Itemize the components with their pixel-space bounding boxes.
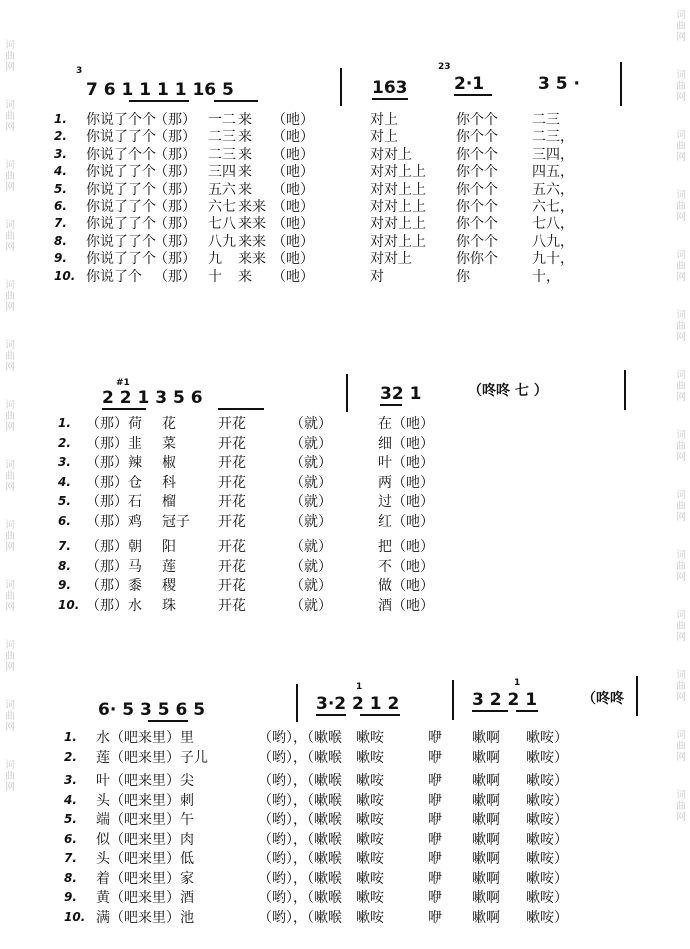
s1-row-2-n: 2. bbox=[54, 129, 67, 144]
s2-row-6-b: 冠子 bbox=[162, 513, 190, 530]
s1-row-10-d: 来 bbox=[238, 268, 252, 285]
s3-row-3-a: 叶（吧来里）尖 bbox=[96, 773, 194, 789]
s2-row-9-c: 开花 bbox=[218, 578, 246, 594]
s2-row-7-e: 把（吔） bbox=[378, 539, 434, 555]
s2-row-5-a: （那）石 bbox=[86, 494, 142, 510]
s2-row-1-b: 花 bbox=[162, 416, 176, 432]
s1-row-7-b: （那） bbox=[154, 216, 196, 233]
s1-notation-right-3: 3 5 · bbox=[538, 74, 580, 94]
s3-row-1-f: 嗽啊 bbox=[472, 730, 500, 746]
s2-row-10-a: （那）水 bbox=[86, 597, 142, 614]
s3-row-8-f: 嗽啊 bbox=[472, 870, 500, 887]
s2-row-8-c: 开花 bbox=[218, 558, 246, 575]
s3-row-2-a: 莲（吧来里）子儿 bbox=[96, 749, 208, 766]
s2-row-4-d: （就） bbox=[290, 474, 332, 491]
s3-row-8-d: 嗽咹 bbox=[356, 870, 384, 887]
s2-row-4-c: 开花 bbox=[218, 474, 246, 491]
s3-row-2-g: 嗽咹） bbox=[526, 749, 568, 766]
watermark-right-13: 词曲网 bbox=[676, 730, 686, 763]
s1-row-5-n: 5. bbox=[54, 181, 67, 196]
s3-row-8-a: 着（吧来里）家 bbox=[96, 870, 194, 887]
s1-row-2-g: 你个个 bbox=[456, 129, 498, 146]
s3-barline-1 bbox=[296, 684, 298, 722]
s2-row-4-a: （那）仓 bbox=[86, 474, 142, 491]
s3-grace-1: 1 bbox=[356, 682, 363, 692]
s3-row-6-g: 嗽咹） bbox=[526, 831, 568, 848]
s3-row-5-c: （嗽喉 bbox=[300, 812, 342, 828]
s1-row-5-c: 五六 bbox=[208, 181, 236, 198]
s1-row-4-g: 你个个 bbox=[456, 164, 498, 181]
s2-row-9-d: （就） bbox=[290, 578, 332, 594]
s1-row-4-a: 你说了了个 bbox=[86, 164, 156, 181]
s3-row-4-e: 咿 bbox=[428, 792, 442, 809]
s3-row-7-b: （哟）， bbox=[258, 851, 307, 867]
s1-row-8-n: 8. bbox=[54, 233, 67, 248]
s2-row-6-n: 6. bbox=[58, 513, 71, 528]
s1-row-5-b: （那） bbox=[154, 181, 196, 198]
s3-row-1-g: 嗽咹） bbox=[526, 730, 568, 746]
s1-row-4-f: 对对上上 bbox=[370, 164, 426, 181]
s2-row-1-c: 开花 bbox=[218, 416, 246, 432]
s1-row-3-d: 来 bbox=[238, 146, 252, 163]
s3-grace-2: 1 bbox=[514, 678, 521, 688]
s1-row-2-e: （吔） bbox=[272, 129, 314, 146]
s1-row-1-c: 一二 bbox=[208, 112, 236, 128]
s3-row-10-b: （哟）， bbox=[258, 909, 307, 926]
s1-notation-right-2: 2·1 bbox=[454, 74, 485, 94]
s1-row-5-a: 你说了了个 bbox=[86, 181, 156, 198]
s3-row-5-f: 嗽啊 bbox=[472, 812, 500, 828]
s2-row-6-c: 开花 bbox=[218, 513, 246, 530]
s2-row-4-e: 两（吔） bbox=[378, 474, 434, 491]
s1-row-8-h: 八九， bbox=[532, 233, 574, 250]
s2-row-5-b: 榴 bbox=[162, 494, 176, 510]
s1-row-4-d: 来 bbox=[238, 164, 252, 181]
s1-row-6-e: （吔） bbox=[272, 199, 314, 215]
s1-row-5-h: 五六， bbox=[532, 181, 574, 198]
s1-row-9-f: 对对上 bbox=[370, 251, 412, 268]
s3-row-4-c: （嗽喉 bbox=[300, 792, 342, 809]
watermark-right-11: 词曲网 bbox=[676, 610, 686, 643]
s1-row-6-g: 你个个 bbox=[456, 199, 498, 215]
s3-row-4-b: （哟）， bbox=[258, 792, 307, 809]
s3-row-5-a: 端（吧来里）午 bbox=[96, 812, 194, 828]
s2-row-4-n: 4. bbox=[58, 474, 71, 489]
s2-row-10-d: （就） bbox=[290, 597, 332, 614]
s2-row-3-n: 3. bbox=[58, 455, 71, 469]
s3-row-3-f: 嗽啊 bbox=[472, 773, 500, 789]
watermark-right-9: 词曲网 bbox=[676, 490, 686, 523]
s1-row-3-c: 二三 bbox=[208, 146, 236, 163]
s1-row-10-n: 10. bbox=[54, 268, 76, 283]
s1-row-10-c: 十 bbox=[208, 268, 222, 285]
s2-row-5-n: 5. bbox=[58, 494, 71, 508]
s1-row-9-n: 9. bbox=[54, 251, 67, 266]
s1-row-4-n: 4. bbox=[54, 164, 67, 179]
s3-row-10-d: 嗽咹 bbox=[356, 909, 384, 926]
s3-row-9-n: 9. bbox=[64, 890, 77, 904]
s3-row-2-c: （嗽喉 bbox=[300, 749, 342, 766]
s2-row-9-e: 做（吔） bbox=[378, 578, 434, 594]
s1-row-8-g: 你个个 bbox=[456, 233, 498, 250]
s3-underline-3 bbox=[360, 714, 400, 716]
s1-row-9-a: 你说了了个 bbox=[86, 251, 156, 268]
watermark-right-10: 词曲网 bbox=[676, 550, 686, 583]
s3-row-9-g: 嗽咹） bbox=[526, 890, 568, 906]
s2-row-9-n: 9. bbox=[58, 578, 71, 592]
s1-row-1-g: 你个个 bbox=[456, 112, 498, 128]
s3-row-4-f: 嗽啊 bbox=[472, 792, 500, 809]
s1-row-10-g: 你 bbox=[456, 268, 470, 285]
s3-row-2-b: （哟）， bbox=[258, 749, 307, 766]
s3-row-9-a: 黄（吧来里）酒 bbox=[96, 890, 194, 906]
s1-row-5-g: 你个个 bbox=[456, 181, 498, 198]
s3-row-3-e: 咿 bbox=[428, 773, 442, 789]
s3-notation: 6· 5 3 5 6 5 bbox=[98, 700, 206, 720]
s2-row-7-n: 7. bbox=[58, 539, 71, 553]
s1-row-7-a: 你说了了个 bbox=[86, 216, 156, 233]
s3-row-1-d: 嗽咹 bbox=[356, 730, 384, 746]
watermark-left-8: 词曲网 bbox=[5, 460, 15, 493]
s3-notation-right-2: 3 2 2 1 bbox=[472, 690, 538, 710]
s3-underline-1 bbox=[148, 720, 188, 722]
s1-row-9-e: （吔） bbox=[272, 251, 314, 268]
s2-row-10-e: 酒（吔） bbox=[378, 597, 434, 614]
s3-row-7-a: 头（吧来里）低 bbox=[96, 851, 194, 867]
s1-row-7-n: 7. bbox=[54, 216, 67, 231]
s1-row-4-e: （吔） bbox=[272, 164, 314, 181]
watermark-left-10: 词曲网 bbox=[5, 580, 15, 613]
s2-row-3-b: 椒 bbox=[162, 455, 176, 471]
watermark-left-4: 词曲网 bbox=[5, 220, 15, 253]
s2-pending: （咚咚 七 ） bbox=[468, 383, 548, 399]
s1-row-8-b: （那） bbox=[154, 233, 196, 250]
s2-row-10-n: 10. bbox=[58, 597, 80, 612]
s1-row-3-e: （吔） bbox=[272, 146, 314, 163]
s3-row-2-d: 嗽咹 bbox=[356, 749, 384, 766]
s2-grace: #1 bbox=[116, 378, 130, 388]
s1-row-6-c: 六七 bbox=[208, 199, 236, 215]
s2-row-4-b: 科 bbox=[162, 474, 176, 491]
s1-row-4-h: 四五， bbox=[532, 164, 574, 181]
watermark-left-12: 词曲网 bbox=[5, 700, 15, 733]
s1-row-8-f: 对对上上 bbox=[370, 233, 426, 250]
s1-row-2-b: （那） bbox=[154, 129, 196, 146]
s1-row-1-b: （那） bbox=[154, 112, 196, 128]
s1-row-6-a: 你说了了个 bbox=[86, 199, 156, 215]
s1-row-7-g: 你个个 bbox=[456, 216, 498, 233]
s3-row-9-c: （嗽喉 bbox=[300, 890, 342, 906]
s2-row-3-e: 叶（吔） bbox=[378, 455, 434, 471]
s1-row-7-e: （吔） bbox=[272, 216, 314, 233]
s1-notation-right: 163 bbox=[372, 78, 408, 98]
s2-row-8-d: （就） bbox=[290, 558, 332, 575]
s3-row-6-e: 咿 bbox=[428, 831, 442, 848]
s3-row-1-n: 1. bbox=[64, 730, 77, 744]
watermark-right-7: 词曲网 bbox=[676, 370, 686, 403]
s3-row-6-n: 6. bbox=[64, 831, 77, 846]
watermark-right-3: 词曲网 bbox=[676, 130, 686, 163]
s2-row-2-d: （就） bbox=[290, 435, 332, 452]
s1-row-7-d: 来来 bbox=[238, 216, 266, 233]
s3-row-7-c: （嗽喉 bbox=[300, 851, 342, 867]
s3-row-5-g: 嗽咹） bbox=[526, 812, 568, 828]
s1-row-10-f: 对 bbox=[370, 268, 384, 285]
s1-row-8-d: 来来 bbox=[238, 233, 266, 250]
s1-row-9-h: 九十， bbox=[532, 251, 574, 268]
s1-row-3-h: 三四， bbox=[532, 146, 574, 163]
s2-row-8-n: 8. bbox=[58, 558, 71, 573]
s3-underline-5 bbox=[516, 710, 538, 712]
s1-row-1-d: 来 bbox=[238, 112, 252, 128]
watermark-right-2: 词曲网 bbox=[676, 70, 686, 103]
s2-row-10-b: 珠 bbox=[162, 597, 176, 614]
s2-row-7-b: 阳 bbox=[162, 539, 176, 555]
s2-row-8-b: 莲 bbox=[162, 558, 176, 575]
s3-row-1-b: （哟）， bbox=[258, 730, 307, 746]
s1-row-5-f: 对对上上 bbox=[370, 181, 426, 198]
s3-row-6-f: 嗽啊 bbox=[472, 831, 500, 848]
s1-row-4-c: 三四 bbox=[208, 164, 236, 181]
watermark-left-7: 词曲网 bbox=[5, 400, 15, 433]
s1-row-5-e: （吔） bbox=[272, 181, 314, 198]
watermark-right-6: 词曲网 bbox=[676, 310, 686, 343]
s2-row-6-a: （那）鸡 bbox=[86, 513, 142, 530]
s2-row-8-e: 不（吔） bbox=[378, 558, 434, 575]
s3-row-7-f: 嗽啊 bbox=[472, 851, 500, 867]
s3-row-5-n: 5. bbox=[64, 812, 77, 826]
watermark-right-12: 词曲网 bbox=[676, 670, 686, 703]
s2-row-1-n: 1. bbox=[58, 416, 71, 430]
s3-row-9-d: 嗽咹 bbox=[356, 890, 384, 906]
watermark-left-13: 词曲网 bbox=[5, 760, 15, 793]
s2-row-9-b: 稷 bbox=[162, 578, 176, 594]
s3-row-8-b: （哟）， bbox=[258, 870, 307, 887]
s2-row-7-d: （就） bbox=[290, 539, 332, 555]
s1-row-7-f: 对对上上 bbox=[370, 216, 426, 233]
s3-row-9-e: 咿 bbox=[428, 890, 442, 906]
s3-row-7-n: 7. bbox=[64, 851, 77, 865]
s1-row-10-b: （那） bbox=[154, 268, 196, 285]
s1-row-9-b: （那） bbox=[154, 251, 196, 268]
s1-row-2-c: 二三 bbox=[208, 129, 236, 146]
watermark-left-9: 词曲网 bbox=[5, 520, 15, 553]
s3-row-6-b: （哟）， bbox=[258, 831, 307, 848]
s3-row-8-n: 8. bbox=[64, 870, 77, 885]
s3-row-2-n: 2. bbox=[64, 749, 77, 764]
s1-row-3-b: （那） bbox=[154, 146, 196, 163]
s1-row-9-g: 你你个 bbox=[456, 251, 498, 268]
s3-row-10-n: 10. bbox=[64, 909, 86, 924]
s3-row-3-b: （哟）， bbox=[258, 773, 307, 789]
s2-notation: 2 2 1 3 5 6 bbox=[102, 388, 203, 408]
s1-row-3-n: 3. bbox=[54, 146, 67, 161]
watermark-left-2: 词曲网 bbox=[5, 100, 15, 133]
s3-row-10-e: 咿 bbox=[428, 909, 442, 926]
s2-row-1-d: （就） bbox=[290, 416, 332, 432]
s1-row-2-a: 你说了了个 bbox=[86, 129, 156, 146]
watermark-left-6: 词曲网 bbox=[5, 340, 15, 373]
s2-row-6-d: （就） bbox=[290, 513, 332, 530]
s1-row-6-d: 来来 bbox=[238, 199, 266, 215]
s2-notation-right: 32 1 bbox=[380, 384, 422, 404]
s1-row-2-d: 来 bbox=[238, 129, 252, 146]
s2-row-7-c: 开花 bbox=[218, 539, 246, 555]
s3-row-4-g: 嗽咹） bbox=[526, 792, 568, 809]
watermark-left-1: 词曲网 bbox=[5, 40, 15, 73]
s1-row-6-n: 6. bbox=[54, 199, 67, 213]
s1-row-9-d: 来来 bbox=[238, 251, 266, 268]
s1-row-10-e: （吔） bbox=[272, 268, 314, 285]
s3-row-1-a: 水（吧来里）里 bbox=[96, 730, 194, 746]
watermark-right-4: 词曲网 bbox=[676, 190, 686, 223]
s2-row-2-c: 开花 bbox=[218, 435, 246, 452]
s2-row-9-a: （那）黍 bbox=[86, 578, 142, 594]
s3-row-7-d: 嗽咹 bbox=[356, 851, 384, 867]
s1-row-10-h: 十， bbox=[532, 268, 560, 285]
s3-row-10-f: 嗽啊 bbox=[472, 909, 500, 926]
s3-row-6-d: 嗽咹 bbox=[356, 831, 384, 848]
s3-row-2-e: 咿 bbox=[428, 749, 442, 766]
s1-row-2-h: 二三， bbox=[532, 129, 574, 146]
s3-row-5-b: （哟）， bbox=[258, 812, 307, 828]
s1-row-7-h: 七八， bbox=[532, 216, 574, 233]
s3-row-6-c: （嗽喉 bbox=[300, 831, 342, 848]
s3-row-10-c: （嗽喉 bbox=[300, 909, 342, 926]
s2-row-7-a: （那）朝 bbox=[86, 539, 142, 555]
s1-notation-left: 7 6 1 1 1 1 16 5 bbox=[86, 80, 234, 100]
s1-row-3-f: 对对上 bbox=[370, 146, 412, 163]
s2-row-3-d: （就） bbox=[290, 455, 332, 471]
s3-row-6-a: 似（吧来里）肉 bbox=[96, 831, 194, 848]
s2-row-5-d: （就） bbox=[290, 494, 332, 510]
s1-row-1-f: 对上 bbox=[370, 112, 398, 128]
s1-row-8-e: （吔） bbox=[272, 233, 314, 250]
watermark-left-5: 词曲网 bbox=[5, 280, 15, 313]
s1-grace-right: 23 bbox=[438, 62, 451, 72]
s2-row-3-c: 开花 bbox=[218, 455, 246, 471]
s2-row-2-a: （那）韭 bbox=[86, 435, 142, 452]
s3-row-3-c: （嗽喉 bbox=[300, 773, 342, 789]
s2-row-5-c: 开花 bbox=[218, 494, 246, 510]
s2-row-5-e: 过（吔） bbox=[378, 494, 434, 510]
s1-row-8-a: 你说了了个 bbox=[86, 233, 156, 250]
s1-row-4-b: （那） bbox=[154, 164, 196, 181]
s3-row-5-d: 嗽咹 bbox=[356, 812, 384, 828]
s3-barline-2 bbox=[452, 680, 454, 720]
s3-row-10-g: 嗽咹） bbox=[526, 909, 568, 926]
s2-row-2-n: 2. bbox=[58, 435, 71, 450]
s2-row-1-a: （那）荷 bbox=[86, 416, 142, 432]
s3-row-1-c: （嗽喉 bbox=[300, 730, 342, 746]
s2-row-2-b: 菜 bbox=[162, 435, 176, 452]
s1-row-5-d: 来 bbox=[238, 181, 252, 198]
s1-row-3-g: 你个个 bbox=[456, 146, 498, 163]
s3-row-4-n: 4. bbox=[64, 792, 77, 807]
s1-row-1-h: 二三 bbox=[532, 112, 560, 128]
watermark-right-1: 词曲网 bbox=[676, 10, 686, 43]
s3-row-7-e: 咿 bbox=[428, 851, 442, 867]
s2-row-6-e: 红（吔） bbox=[378, 513, 434, 530]
s1-row-9-c: 九 bbox=[208, 251, 222, 268]
s3-row-8-g: 嗽咹） bbox=[526, 870, 568, 887]
s1-grace-left: 3 bbox=[76, 66, 83, 76]
s3-notation-right: 3·2 2 1 2 bbox=[316, 694, 400, 714]
s2-row-3-a: （那）辣 bbox=[86, 455, 142, 471]
s3-row-4-d: 嗽咹 bbox=[356, 792, 384, 809]
s1-row-10-a: 你说了个 bbox=[86, 268, 142, 285]
s1-row-6-h: 六七， bbox=[532, 199, 574, 215]
s1-row-1-e: （吔） bbox=[272, 112, 314, 128]
s3-row-4-a: 头（吧来里）刺 bbox=[96, 792, 194, 809]
watermark-left-3: 词曲网 bbox=[5, 160, 15, 193]
s3-pending: （咚咚 bbox=[582, 691, 624, 707]
watermark-right-5: 词曲网 bbox=[676, 250, 686, 283]
s2-row-2-e: 细（吔） bbox=[378, 435, 434, 452]
watermark-left-11: 词曲网 bbox=[5, 640, 15, 673]
s1-row-6-b: （那） bbox=[154, 199, 196, 215]
s3-barline-3 bbox=[636, 676, 638, 716]
s1-row-8-c: 八九 bbox=[208, 233, 236, 250]
s1-row-1-a: 你说了个个 bbox=[86, 112, 156, 128]
watermark-right-14: 词曲网 bbox=[676, 790, 686, 823]
s3-row-2-f: 嗽啊 bbox=[472, 749, 500, 766]
s2-row-10-c: 开花 bbox=[218, 597, 246, 614]
watermark-right-8: 词曲网 bbox=[676, 430, 686, 463]
s3-row-3-g: 嗽咹） bbox=[526, 773, 568, 789]
s3-underline-4 bbox=[472, 710, 508, 712]
s3-row-3-d: 嗽咹 bbox=[356, 773, 384, 789]
s2-row-1-e: 在（吔） bbox=[378, 416, 434, 432]
s3-underline-2 bbox=[316, 714, 346, 716]
s3-row-1-e: 咿 bbox=[428, 730, 442, 746]
s3-row-9-b: （哟）， bbox=[258, 890, 307, 906]
s3-row-9-f: 嗽啊 bbox=[472, 890, 500, 906]
s2-row-8-a: （那）马 bbox=[86, 558, 142, 575]
s3-row-5-e: 咿 bbox=[428, 812, 442, 828]
s1-row-3-a: 你说了个个 bbox=[86, 146, 156, 163]
s3-row-8-c: （嗽喉 bbox=[300, 870, 342, 887]
s3-row-3-n: 3. bbox=[64, 773, 77, 787]
s1-row-7-c: 七八 bbox=[208, 216, 236, 233]
s1-row-2-f: 对上 bbox=[370, 129, 398, 146]
s3-row-10-a: 满（吧来里）池 bbox=[96, 909, 194, 926]
s1-row-6-f: 对对上上 bbox=[370, 199, 426, 215]
s3-row-7-g: 嗽咹） bbox=[526, 851, 568, 867]
s1-row-1-n: 1. bbox=[54, 112, 67, 126]
s3-row-8-e: 咿 bbox=[428, 870, 442, 887]
